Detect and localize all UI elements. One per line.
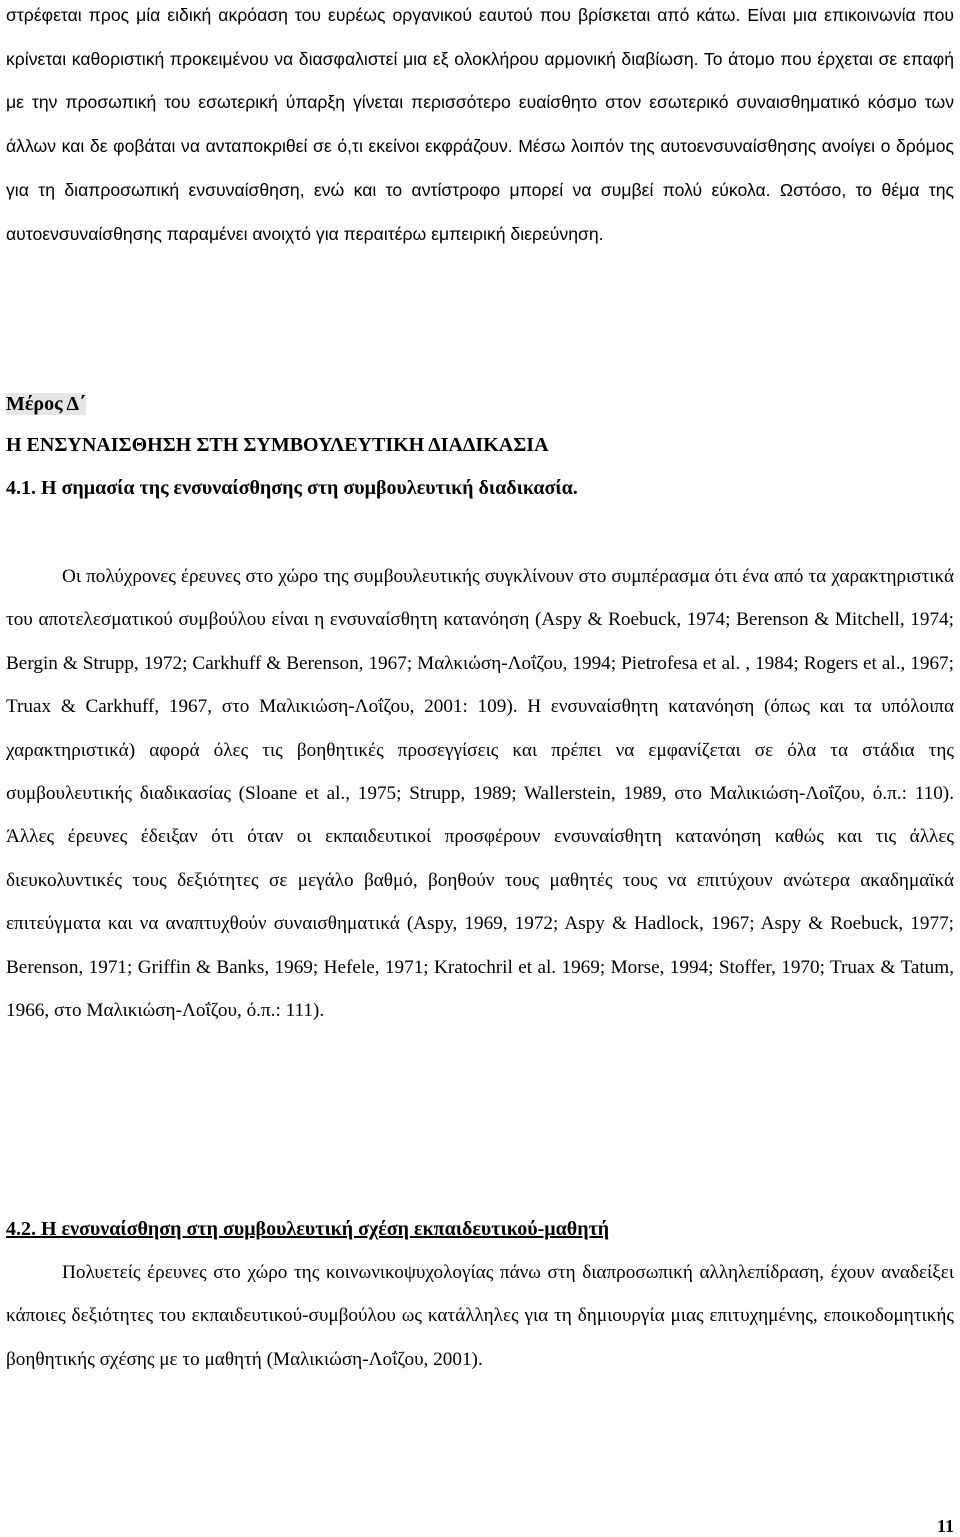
section-4-1-heading: 4.1. Η σημασία της ενσυναίσθησης στη συμβουλευτική διαδικασία.	[6, 477, 578, 499]
page-number: 11	[936, 1516, 954, 1536]
document-page	[6, 0, 954, 1537]
part-title: Η ΕΝΣΥΝΑΙΣΘΗΣΗ ΣΤΗ ΣΥΜΒΟΥΛΕΥΤΙΚΗ ΔΙΑΔΙΚΑΣΙΑ	[6, 434, 549, 456]
part-label: Μέρος Δ΄	[6, 393, 86, 415]
part-heading	[6, 392, 86, 416]
section-4-2-paragraph: Πολυετείς έρευνες στο χώρο της κοινωνικοψυχολογίας πάνω στη διαπροσωπική αλληλεπίδραση, έχουν αναδείξει κάποιες δεξιότητες του εκπαιδευτικού-συμβούλου ως κατάλληλες για τη δημιουργία μιας επιτυχημένης, εποικοδομητικής βοηθητικής σχέσης με το μαθητή (Μαλικιώση-Λοΐζου, 2001).	[6, 1262, 954, 1370]
section-4-1-paragraph: Οι πολύχρονες έρευνες στο χώρο της συμβουλευτικής συγκλίνουν στο συμπέρασμα ότι ένα από τα χαρακτηριστικά του αποτελεσματικού συμβούλου είναι η ενσυναίσθητη κατανόηση (Aspy & Roebuck, 1974; Berenson & Mitchell, 1974; Bergin & Strupp, 1972; Carkhuff & Berenson, 1967; Μαλκιώση-Λοΐζου, 1994; Pietrofesa et al. , 1984; Rogers et al., 1967; Truax & Carkhuff, 1967, στο Μαλικιώση-Λοΐζου, 2001: 109). Η ενσυναίσθητη κατανόηση (όπως και τα υπόλοιπα χαρακτηριστικά) αφορά όλες τις βοηθητικές προσεγγίσεις και πρέπει να εμφανίζεται σε όλα τα στάδια της συμβουλευτικής διαδικασίας (Sloane et al., 1975; Strupp, 1989; Wallerstein, 1989, στο Μαλικιώση-Λοΐζου, ό.π.: 110). Άλλες έρευνες έδειξαν ότι όταν οι εκπαιδευτικοί προσφέρουν ενσυναίσθητη κατανόηση καθώς και τις άλλες διευκολυντικές τους δεξιότητες σε μεγάλο βαθμό, βοηθούν τους μαθητές τους να επιτύχουν ανώτερα ακαδημαϊκά επιτεύγματα και να αναπτυχθούν συναισθηματικά (Aspy, 1969, 1972; Aspy & Hadlock, 1967; Aspy & Roebuck, 1977; Berenson, 1971; Griffin & Banks, 1969; Hefele, 1971; Kratochril et al. 1969; Morse, 1994; Stoffer, 1970; Truax & Tatum, 1966, στο Μαλικιώση-Λοΐζου, ό.π.: 111).	[6, 566, 954, 1022]
intro-paragraph: στρέφεται προς μία ειδική ακρόαση του ευρέως οργανικού εαυτού που βρίσκεται από κάτω. Είναι μια επικοινωνία που κρίνεται καθοριστική προκειμένου να διασφαλιστεί μια εξ ολοκλήρου αρμονική διαβίωση. Το άτομο που έρχεται σε επαφή με την προσωπική του εσωτερική ύπαρξη γίνεται περισσότερο ευαίσθητο στον εσωτερικό συναισθηματικό κόσμο των άλλων και δε φοβάται να ανταποκριθεί σε ό,τι εκείνοι εκφράζουν. Μέσω λοιπόν της αυτοενσυναίσθησης ανοίγει ο δρόμος για τη διαπροσωπική ενσυναίσθηση, ενώ και το αντίστροφο μπορεί να συμβεί πολύ εύκολα. Ωστόσο, το θέμα της αυτοενσυναίσθησης παραμένει ανοιχτό για περαιτέρω εμπειρική διερεύνηση.	[6, 5, 954, 244]
section-4-2-heading-text: 4.2. Η ενσυναίσθηση στη συμβουλευτική σχέση εκπαιδευτικού-μαθητή	[6, 1218, 610, 1240]
section-4-2-heading	[6, 1217, 609, 1241]
